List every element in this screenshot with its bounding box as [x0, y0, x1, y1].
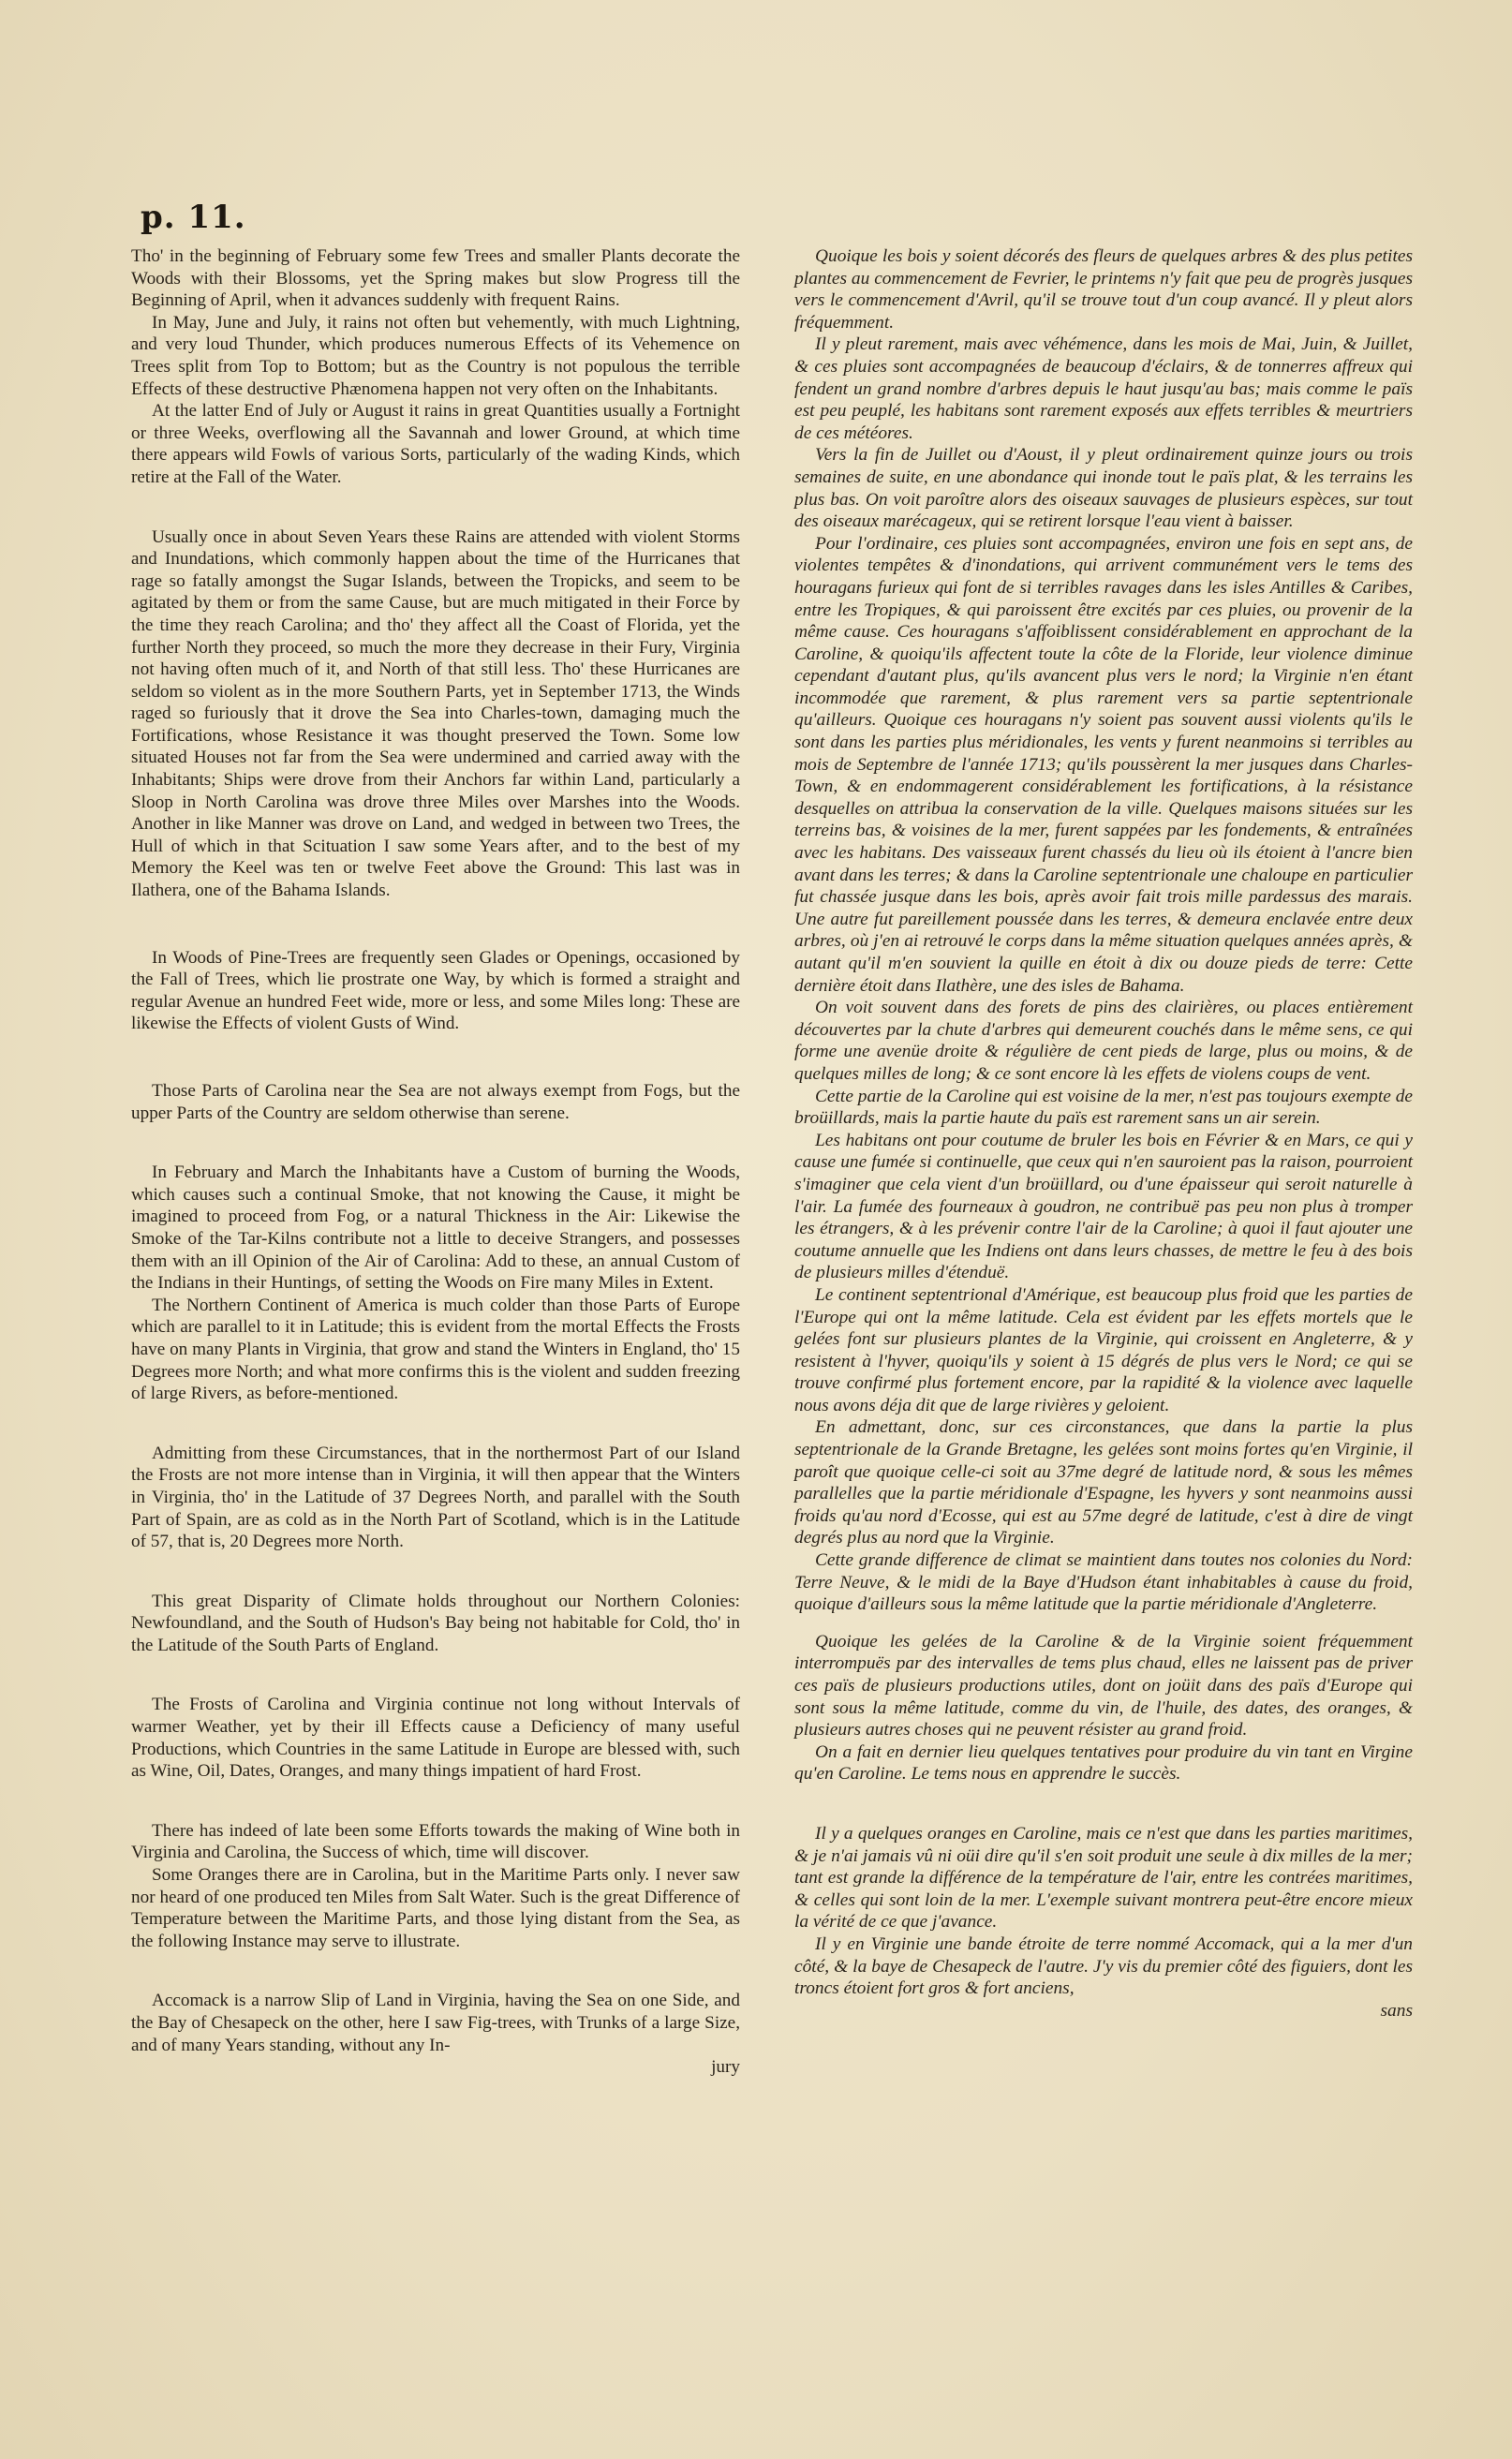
french-paragraph: On a fait en dernier lieu quelques tentatives pour produire du vin tant en Virgine qu'en Caroline. Le tems nous en apprendre le succès. — [794, 1741, 1413, 1785]
english-paragraph: The Frosts of Carolina and Virginia continue not long without Intervals of warmer Weather, yet by their ill Effects cause a Deficiency of many useful Productions, which Countries in the same Latitude in Europe are blessed with, such as Wine, Oil, Dates, Oranges, and many things impatient of hard Frost. — [131, 1695, 740, 1782]
french-paragraph: Quoique les bois y soient décorés des fleurs de quelques arbres & des plus petites plantes au commencement de Fevrier, le printems n'y fait que peu de progrès jusques vers le commencement d'Avril, qu'il se trouve tout d'un coup avancé. Il y pleut alors fréquemment. — [794, 246, 1413, 333]
french-paragraph: Cette grande difference de climat se maintient dans toutes nos colonies du Nord: Terre Neuve, & le midi de la Baye d'Hudson étant inhabitables à cause du froid, quoique d'ailleurs sous la même latitude que la partie méridionale d'Angleterre. — [794, 1550, 1413, 1615]
english-paragraph: The Northern Continent of America is much colder than those Parts of Europe which are parallel to it in Latitude; this is evident from the mortal Effects the Frosts have on many Plants in Virginia, that grow and stand the Winters in England, tho' 15 Degrees more North; and what more confirms this is the violent and sudden freezing of large Rivers, as before-mentioned. — [131, 1295, 740, 1404]
french-paragraph: Il y en Virginie une bande étroite de terre nommé Accomack, qui a la mer d'un côté, & la baye de Chesapeck de l'autre. J'y vis du premier côté des figuiers, dont les troncs étoient fort gros & fort anciens, — [794, 1933, 1413, 1999]
english-paragraph: Admitting from these Circumstances, that in the northermost Part of our Island the Frosts are not more intense than in Virginia, it will then appear that the Winters in Virginia, tho' in the Latitude of 37 Degrees North, and parallel with the South Part of Spain, are as cold as in the North Part of Scotland, which is in the Latitude of 57, that is, 20 Degrees more North. — [131, 1443, 740, 1552]
english-paragraph: There has indeed of late been some Efforts towards the making of Wine both in Virginia and Carolina, the Success of which, time will discover. — [131, 1820, 740, 1863]
page-number: p. 11. — [141, 199, 246, 236]
english-paragraph: Those Parts of Carolina near the Sea are not always exempt from Fogs, but the upper Parts of the Country are seldom otherwise than serene. — [131, 1081, 740, 1123]
english-paragraph: Usually once in about Seven Years these Rains are attended with violent Storms and Inundations, which commonly happen about the time of the Hurricanes that rage so fatally amongst the Sugar Islands, between the Tropicks, and seem to be agitated by them or from the same Cause, but are much mitigated in their Force by the time they reach Carolina; and tho' they affect all the Coast of Florida, yet the further North they proceed, so much the more they decrease in their Fury, Virginia not having often much of it, and North of that still less. Tho' these Hurricanes are seldom so violent as in the more Southern Parts, yet in September 1713, the Winds raged so furiously that it drove the Sea into Charles-town, damaging much the Fortifications, whose Resistance it was thought preserved the Town. Some low situated Houses not far from the Sea were undermined and carried away with the Inhabitants; Ships were drove from their Anchors far within Land, particularly a Sloop in North Carolina was drove three Miles over Marshes into the Woods. Another in like Manner was drove on Land, and wedged in between two Trees, the Hull of which in that Scituation I saw some Years after, and to the best of my Memory the Keel was ten or twelve Feet above the Ground: This last was in Ilathera, one of the Bahama Islands. — [131, 526, 740, 901]
french-paragraph: On voit souvent dans des forets de pins des clairières, ou places entièrement découvertes par la chute d'arbres qui demeurent couchés dans le même sens, ce qui forme une avenüe droite & régulière de cent pieds de large, plus ou moins, & de quelques milles de long; & ce sont encore là les effets de violens coups de vent. — [794, 998, 1413, 1084]
english-paragraph: In February and March the Inhabitants have a Custom of burning the Woods, which causes such a continual Smoke, that not knowing the Cause, it might be imagined to proceed from Fog, or a natural Thickness in the Air: Likewise the Smoke of the Tar-Kilns contribute not a little to deceive Strangers, and possesses them with an ill Opinion of the Air of Carolina: Add to these, an annual Custom of the Indians in their Huntings, of setting the Woods on Fire many Miles in Extent. — [131, 1163, 740, 1294]
french-paragraph: En admettant, donc, sur ces circonstances, que dans la partie la plus septentrionale de la Grande Bretagne, les gelées sont moins fortes qu'en Virginie, il paroît que quoique celle-ci soit au 37me degré de latitude nord, & sous les mêmes parallelles que la partie méridionale d'Espagne, les hyvers y sont neanmoins aussi froids qu'au nord d'Ecosse, qui est au 57me degré de latitude, c'est à dire de vingt degrés plus au nord que la Virginie. — [794, 1417, 1413, 1548]
english-catchword: jury — [711, 2057, 740, 2078]
french-paragraph: Le continent septentrional d'Amérique, est beaucoup plus froid que les parties de l'Europe qui ont la même latitude. Cela est évident par les effets mortels que le gelées font sur plusieurs plantes de la Virginie, qui croissent en Angleterre, & y resistent à l'hyver, quoiqu'ils y soient à 15 dégrés de plus vers le Nord; ce qui se trouve confirmé plus fortement encore, par la rapidité & la violence avec laquelle nous avons déja dit que de large rivières y geloient. — [794, 1284, 1413, 1415]
french-catchword: sans — [1380, 2000, 1413, 2021]
french-paragraph: Quoique les gelées de la Caroline & de la Virginie soient fréquemment interrompuës par des intervalles de tems plus chaud, elles ne laissent pas de priver ces païs de plusieurs productions utiles, dont on joüit dans des païs d'Europe qui sont sous la même latitude, comme du vin, de l'huile, des dates, des oranges, & plusieurs autres choses qui ne peuvent résister au grand froid. — [794, 1631, 1413, 1741]
english-paragraph: This great Disparity of Climate holds throughout our Northern Colonies: Newfoundland, and the South of Hudson's Bay being not habitable for Cold, tho' in the Latitude of the South Parts of England. — [131, 1591, 740, 1655]
french-paragraph: Il y pleut rarement, mais avec véhémence, dans les mois de Mai, Juin, & Juillet, & ces pluies sont accompagnées de beaucoup d'éclairs, & de tonnerres affreux qui fendent un grand nombre d'arbres depuis le haut jusqu'au bas; mais comme le païs est peu peuplé, les habitans sont rarement exposés aux effets terribles & meurtriers de ces météores. — [794, 334, 1413, 443]
french-paragraph: Il y a quelques oranges en Caroline, mais ce n'est que dans les parties maritimes, & je n'ai jamais vû ni oüi dire qu'il s'en soit produit une seule à dix milles de la mer; tant est grande la différence de la température de l'air, entre les contrées maritimes, & celles qui sont loin de la mer. L'exemple suivant montrera peut-être encore mieux la vérité de ce que j'avance. — [794, 1823, 1413, 1933]
french-column — [794, 245, 1413, 2022]
english-paragraph: At the latter End of July or August it rains in great Quantities usually a Fortnight or three Weeks, overflowing all the Savannah and lower Ground, at which time there appears wild Fowls of various Sorts, particularly of the wading Kinds, which retire at the Fall of the Water. — [131, 401, 740, 487]
english-paragraph: Some Oranges there are in Carolina, but in the Maritime Parts only. I never saw nor heard of one produced ten Miles from Salt Water. Such is the great Difference of Temperature between the Maritime Parts, and those lying distant from the Sea, as the following Instance may serve to illustrate. — [131, 1865, 740, 1951]
english-paragraph: In May, June and July, it rains not often but vehemently, with much Lightning, and very loud Thunder, which produces numerous Effects of its Vehemence on Trees split from Top to Bottom; but as the Country is not populous the terrible Effects of these destructive Phænomena happen not very often on the Inhabitants. — [131, 312, 740, 399]
english-paragraph: Tho' in the beginning of February some few Trees and smaller Plants decorate the Woods with their Blossoms, yet the Spring makes but slow Progress till the Beginning of April, when it advances suddenly with frequent Rains. — [131, 246, 740, 311]
english-column — [131, 245, 740, 2079]
english-paragraph: In Woods of Pine-Trees are frequently seen Glades or Openings, occasioned by the Fall of Trees, which lie prostrate one Way, by which is formed a straight and regular Avenue an hundred Feet wide, more or less, and some Miles long: These are likewise the Effects of violent Gusts of Wind. — [131, 947, 740, 1034]
french-paragraph: Vers la fin de Juillet ou d'Aoust, il y pleut ordinairement quinze jours ou trois semaines de suite, en une abondance qui inonde tout le païs plat, & les terrains les plus bas. On voit paroître alors des oiseaux sauvages de plusieurs espèces, sur tout des oiseaux marécageux, qui se retirent lorsque l'eau vient à baisser. — [794, 445, 1413, 532]
french-paragraph: Les habitans ont pour coutume de bruler les bois en Février & en Mars, ce qui y cause une fumée si continuelle, que ceux qui n'en sauroient pas la raison, pourroient s'imaginer que cela vient d'un broüillard, ou d'une épaisseur qui seroit naturelle à l'air. La fumée des fourneaux à goudron, ne contribuë pas peu non plus à tromper les étrangers, & à les prévenir contre l'air de la Caroline; à quoi il faut ajouter une coutume annuelle que les Indiens ont dans leurs chasses, de mettre le feu à des bois de plusieurs milles d'étenduë. — [794, 1130, 1413, 1283]
french-paragraph: Cette partie de la Caroline qui est voisine de la mer, n'est pas toujours exempte de broüillards, mais la partie haute du païs est rarement sans un air serein. — [794, 1086, 1413, 1129]
english-paragraph: Accomack is a narrow Slip of Land in Virginia, having the Sea on one Side, and the Bay of Chesapeck on the other, here I saw Fig-trees, with Trunks of a large Size, and of many Years standing, without any In- — [131, 1991, 740, 2055]
french-paragraph: Pour l'ordinaire, ces pluies sont accompagnées, environ une fois en sept ans, de violentes tempêtes & d'inondations, qui arrivent communément vers le tems des houragans furieux qui font de si terribles ravages dans les isles Antilles & Caribes, entre les Tropiques, & qui paroissent être excités par ces pluies, ou provenir de la même cause. Ces houragans s'affoiblissent considérablement en approchant de la Caroline, & quoiqu'ils affectent toute la côte de la Floride, leur violence diminue cependant d'autant plus, qu'ils avancent plus vers le nord; la Virginie n'en étant incommodée que rarement, & plus rarement vers sa partie septentrionale qu'ailleurs. Quoique ces houragans n'y soient pas souvent aussi violents qu'ils le sont dans les parties plus méridionales, les vents y furent neanmoins si terribles au mois de Septembre de l'année 1713; qu'ils poussèrent la mer jusques dans Charles-Town, & en endommagerent considérablement les fortifications, à la résistance desquelles on attribua la conservation de la ville. Quelques maisons situées sur les terreins bas, & voisines de la mer, furent sappées par les fondements, & entraînées avec les habitans. Des vaisseaux furent chassés du lieu où ils étoient à l'ancre bien avant dans les terres; & dans la Caroline septentrionale une chaloupe en particulier fut chassée jusque dans les bois, après avoir fait trois mille pardessus des marais. Une autre fut pareillement poussée dans les terres, & demeura enclavée entre deux arbres, où j'en ai retrouvé le corps dans la même situation quelques années après, & autant qu'il m'en souvient la quille en étoit à dix ou douze pieds de terre: Cette dernière étoit dans Ilathère, une des isles de Bahama. — [794, 533, 1413, 996]
